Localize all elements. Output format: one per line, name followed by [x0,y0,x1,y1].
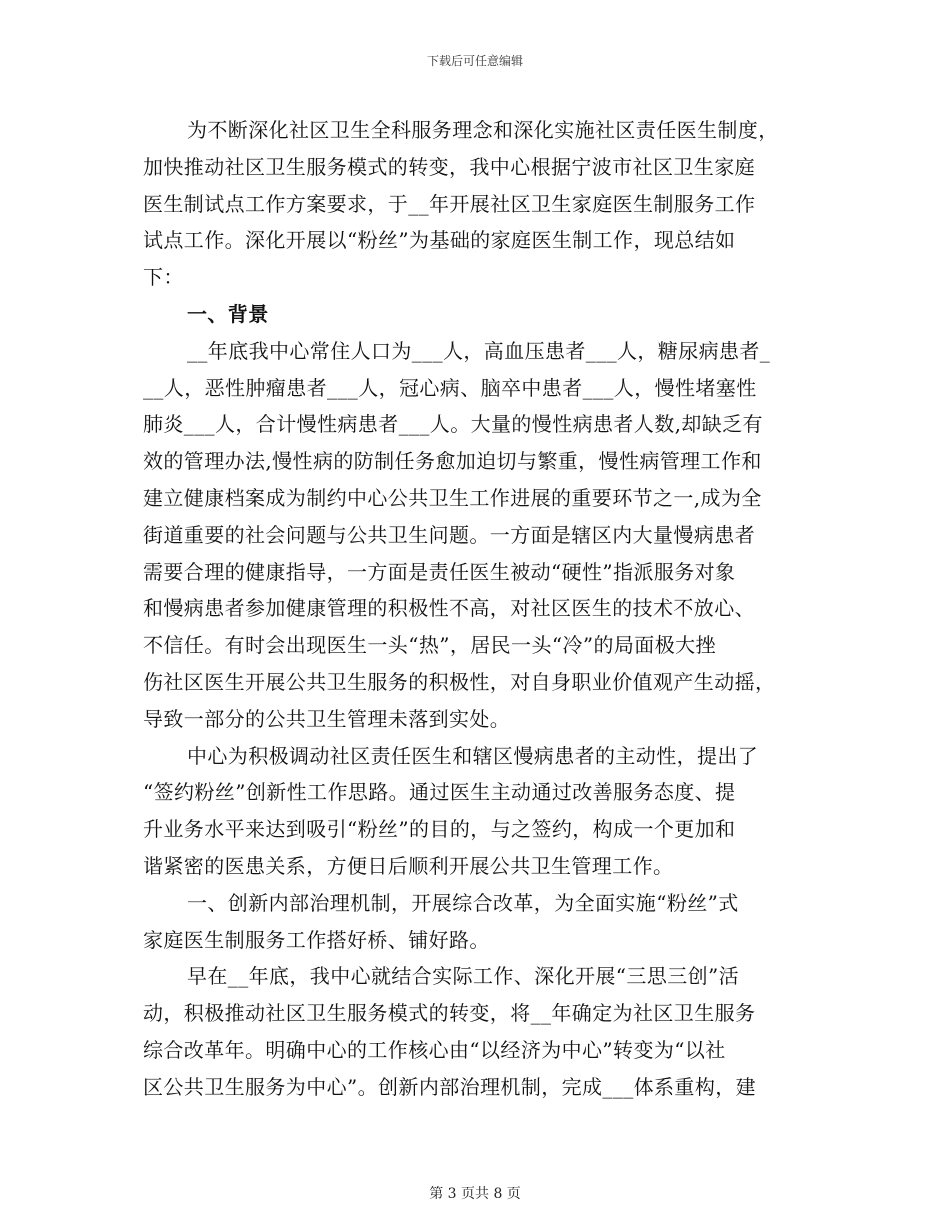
body-text-line: 加快推动社区卫生服务模式的转变，我中心根据宁波市社区卫生家庭 [143,154,755,179]
body-text-line: “签约粉丝”创新性工作思路。通过医生主动通过改善服务态度、提 [143,780,736,805]
body-text-line: 试点工作。深化开展以“粉丝”为基础的家庭医生制工作，现总结如 [143,228,736,253]
body-text-line: 区公共卫生服务为中心”。创新内部治理机制，完成___体系重构，建 [143,1074,757,1099]
body-text-line: 建立健康档案成为制约中心公共卫生工作进展的重要环节之一,成为全 [143,485,762,510]
body-text-line: 肺炎___人，合计慢性病患者___人。大量的慢性病患者人数,却缺乏有 [143,412,763,437]
body-text-line: 伤社区医生开展公共卫生服务的积极性，对自身职业价值观产生动摇， [143,669,776,694]
body-text-line: 街道重要的社会问题与公共卫生问题。一方面是辖区内大量慢病患者 [143,522,755,547]
body-text-line: 早在__年底，我中心就结合实际工作、深化开展“三思三创”活 [187,964,740,989]
page-footer: 第 3 页共 8 页 [429,1186,521,1202]
body-text-line: __人，恶性肿瘤患者___人，冠心病、脑卒中患者___人，慢性堵塞性 [143,375,757,400]
body-text-line: 谐紧密的医患关系，方便日后顺利开展公共卫生管理工作。 [143,853,674,878]
body-text-line: 医生制试点工作方案要求，于__年开展社区卫生家庭医生制服务工作 [143,191,756,216]
body-text-line: 为不断深化社区卫生全科服务理念和深化实施社区责任医生制度， [187,118,779,142]
body-text-line: 需要合理的健康指导，一方面是责任医生被动“硬性”指派服务对象 [143,559,736,584]
body-text-line: 家庭医生制服务工作搭好桥、铺好路。 [143,927,490,952]
body-text-line: 不信任。有时会出现医生一头“热”，居民一头“冷”的局面极大挫 [143,633,716,658]
page-header: 下载后可任意编辑 [426,54,523,68]
body-text-line: 导致一部分的公共卫生管理未落到实处。 [143,706,511,731]
body-text-line: 中心为积极调动社区责任医生和辖区慢病患者的主动性，提出了 [187,743,759,768]
body-text-line: 动，积极推动社区卫生服务模式的转变，将__年确定为社区卫生服务 [143,1001,756,1026]
body-text-line: 综合改革年。明确中心的工作核心由“以经济为中心”转变为“以社 [143,1037,726,1062]
body-text-line: 升业务水平来达到吸引“粉丝”的目的，与之签约，构成一个更加和 [143,817,736,842]
body-text-line: 和慢病患者参加健康管理的积极性不高，对社区医生的技术不放心、 [143,596,755,621]
section-heading: 一、背景 [187,301,269,326]
body-text-line: 效的管理办法,慢性病的防制任务愈加迫切与繁重，慢性病管理工作和 [143,449,762,474]
body-text-line: __年底我中心常住人口为___人，高血压患者___人，糖尿病患者_ [187,338,771,363]
document-body [143,112,807,1106]
body-text-line: 一、创新内部治理机制，开展综合改革，为全面实施“粉丝”式 [187,890,739,915]
body-text-line: 下： [143,265,184,290]
